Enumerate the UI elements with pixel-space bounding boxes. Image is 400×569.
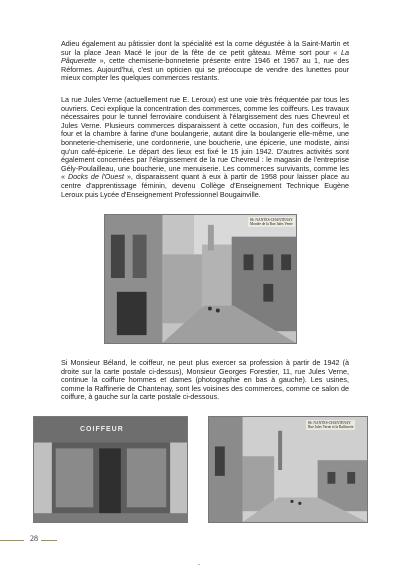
paragraph-coiffeurs: Si Monsieur Béland, le coiffeur, ne peut plus exercer sa profession à partir de 1942 (à droite sur la carte postale ci-dessus), Monsieur Georges Forestier, 11, rue Jules Verne, continue la coiffure hommes et dames (photographie en bas à gauche). Les usines, comme la Raffinerie de Chantenay, sont les voisines des commerces, comme ce salon de coiffure, à gauche sur la carte postale ci-dessous.: [61, 358, 349, 402]
postcard-caption: [248, 217, 295, 227]
shop-sign: COIFFEUR: [80, 426, 124, 433]
paragraph-rue-jules-verne: [61, 96, 349, 199]
caption-line: 86. NANTES-CHANTENAY: [250, 218, 293, 222]
footer-rule-left: [0, 540, 24, 541]
paragraph-text: », disparaissent quant à eux à partir de 1958 pour laisser place au centre d'apprentissage féminin, devenu Collège d'Enseignement Technique Eugène Leroux puis Lycée d'Enseignement Professionnel Bougainville.: [61, 172, 349, 199]
street-photo-image: [105, 215, 296, 343]
postcard-caption: [306, 420, 355, 430]
photo-coiffeur-shopfront: [33, 416, 188, 523]
paragraph-text: La rue Jules Verne (actuellement rue E. Leroux) est une voie très fréquentée par tous les ouvriers. Ceci explique la concentration des commerces, comme les coiffeurs. Les travaux nécessaires pour le tunnel ferroviaire conduisent à l'élargissement des rues Chevreul et Jules Verne. Plusieurs commerces disparaissent à cette occasion, l'un des coiffeurs, le four et la chambre à farine d'une boulangerie, autant dire la boulangerie elle-même, une bonneterie-chemiserie, une cordonnerie, une boucherie, une épicerie, une modiste, ainsi qu'un café-épicerie. Le départ des lieux est fixé le 15 juin 1942. D'autres activités sont également concernées par l'élargissement de la rue Chevreul : le magasin de l'entreprise Gély-Poulailleau, une boucherie, une menuiserie. Les commerces survivants, comme les «: [61, 95, 349, 182]
paragraph-patissier: [61, 40, 349, 83]
postcard-rue-jules-verne: [104, 214, 297, 344]
street-factory-image: [209, 417, 367, 522]
page-mark: [198, 564, 200, 565]
postcard-raffinerie-chantenay: [208, 416, 368, 523]
caption-line: Rue Jules Verne et la Raffinerie: [308, 425, 354, 430]
paragraph-text: Adieu également au pâtissier dont la spécialité est la corne dégustée à la Saint-Martin et sur la place Jean Macé le jour de la fête de ce petit gâteau. Même sort pour «: [61, 39, 349, 57]
shop-name-italic: Docks de l'Ouest: [67, 172, 124, 182]
caption-line: Montée de la Rue Jules Verne: [250, 222, 293, 227]
shop-name-italic: La Pâquerette: [61, 47, 349, 66]
page-number: 28: [30, 534, 38, 543]
paragraph-text: », cette chemiserie-bonneterie présente entre 1946 et 1967 au 1, rue des Réformes. Aujourd'hui, c'est un opticien qui se préoccupe de vendre des lunettes pour mieux compter les quelques commerces restants.: [61, 56, 349, 83]
footer-rule-right: [41, 540, 57, 541]
caption-line: 86. NANTES-CHANTENAY: [308, 421, 351, 425]
